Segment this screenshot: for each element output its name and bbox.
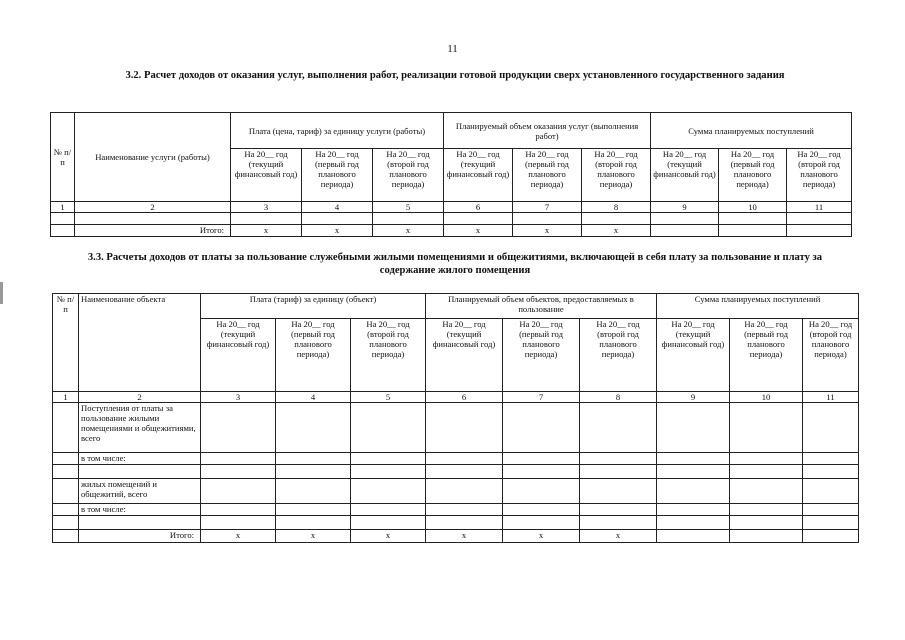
table-cell — [503, 479, 580, 504]
column-number: 6 — [426, 392, 503, 403]
table-cell — [426, 465, 503, 479]
year-header: На 20__ год (первый год планового периода) — [719, 149, 787, 202]
column-number: 11 — [787, 202, 852, 213]
table-cell — [719, 225, 787, 237]
column-number: 3 — [201, 392, 276, 403]
table-cell — [657, 453, 730, 465]
group-price-header: Плата (тариф) за единицу (объект) — [201, 294, 426, 319]
year-header: На 20__ год (текущий финансовый год) — [231, 149, 302, 202]
group-sum-header: Сумма планируемых поступлений — [657, 294, 859, 319]
table-cell — [580, 403, 657, 453]
column-number: 9 — [651, 202, 719, 213]
x-mark: x — [426, 530, 503, 543]
table-cell — [276, 516, 351, 530]
table-cell — [651, 225, 719, 237]
table-cell — [730, 465, 803, 479]
table-cell — [580, 479, 657, 504]
year-header: На 20__ год (первый год планового периода) — [513, 149, 582, 202]
table-cell — [276, 403, 351, 453]
table-cell — [426, 403, 503, 453]
year-header: На 20__ год (текущий финансовый год) — [657, 319, 730, 392]
column-numbers-row — [51, 202, 852, 213]
table-cell — [426, 453, 503, 465]
table-cell — [730, 403, 803, 453]
row-label: в том числе: — [79, 453, 201, 465]
column-number: 3 — [231, 202, 302, 213]
column-number: 1 — [51, 202, 75, 213]
column-number: 4 — [302, 202, 373, 213]
col-service-name-header: Наименование услуги (работы) — [75, 113, 231, 202]
x-mark: x — [582, 225, 651, 237]
group-sum-header: Сумма планируемых поступлений — [651, 113, 852, 149]
table-cell — [580, 504, 657, 516]
table-cell — [53, 403, 79, 453]
section-3-2-heading: 3.2. Расчет доходов от оказания услуг, выполнения работ, реализации готовой продукции сверх установленного государственного задания — [125, 70, 785, 81]
table-cell — [803, 504, 859, 516]
table-cell — [276, 479, 351, 504]
row-label — [79, 465, 201, 479]
table-cell — [582, 213, 651, 225]
group-volume-header: Планируемый объем объектов, предоставляемых в пользование — [426, 294, 657, 319]
total-label: Итого: — [75, 225, 231, 237]
column-number: 6 — [444, 202, 513, 213]
table-cell — [444, 213, 513, 225]
row-label: Поступления от платы за пользование жилыми помещениями и общежитиями, всего — [79, 403, 201, 453]
table-cell — [730, 453, 803, 465]
x-mark: x — [580, 530, 657, 543]
x-mark: x — [513, 225, 582, 237]
col-num-header: № п/п — [51, 113, 75, 202]
year-header: На 20__ год (первый год планового периода) — [730, 319, 803, 392]
year-header: На 20__ год (первый год планового периода) — [503, 319, 580, 392]
total-label: Итого: — [79, 530, 201, 543]
table-row — [53, 453, 859, 465]
group-price-header: Плата (цена, тариф) за единицу услуги (работы) — [231, 113, 444, 149]
column-number: 4 — [276, 392, 351, 403]
row-label — [79, 516, 201, 530]
table-cell — [302, 213, 373, 225]
x-mark: x — [276, 530, 351, 543]
margin-mark — [0, 282, 3, 304]
year-header: На 20__ год (текущий финансовый год) — [426, 319, 503, 392]
table-cell — [351, 479, 426, 504]
year-header: На 20__ год (текущий финансовый год) — [651, 149, 719, 202]
table-cell — [657, 504, 730, 516]
table-cell — [53, 530, 79, 543]
table-cell — [580, 516, 657, 530]
column-number: 5 — [373, 202, 444, 213]
col-object-name-header: Наименование объекта — [79, 294, 201, 392]
table-cell — [276, 465, 351, 479]
x-mark: x — [373, 225, 444, 237]
year-header: На 20__ год (текущий финансовый год) — [444, 149, 513, 202]
year-header: На 20__ год (второй год планового периода) — [582, 149, 651, 202]
column-numbers-row — [53, 392, 859, 403]
table-cell — [351, 453, 426, 465]
table-cell — [201, 453, 276, 465]
table-cell — [803, 403, 859, 453]
table-cell — [231, 213, 302, 225]
table-row — [51, 213, 852, 225]
year-header: На 20__ год (второй год планового периода) — [580, 319, 657, 392]
table-cell — [651, 213, 719, 225]
table-cell — [730, 504, 803, 516]
table-cell — [373, 213, 444, 225]
column-number: 7 — [503, 392, 580, 403]
table-cell — [53, 516, 79, 530]
table-cell — [503, 516, 580, 530]
table-cell — [201, 516, 276, 530]
table-cell — [719, 213, 787, 225]
column-number: 2 — [75, 202, 231, 213]
table-cell — [503, 504, 580, 516]
x-mark: x — [231, 225, 302, 237]
table-cell — [351, 465, 426, 479]
year-header: На 20__ год (текущий финансовый год) — [201, 319, 276, 392]
year-header: На 20__ год (первый год планового периода) — [302, 149, 373, 202]
column-number: 11 — [803, 392, 859, 403]
table-cell — [513, 213, 582, 225]
table-cell — [657, 465, 730, 479]
total-row — [51, 225, 852, 237]
row-label: в том числе: — [79, 504, 201, 516]
table-cell — [503, 403, 580, 453]
year-header: На 20__ год (второй год планового периода) — [803, 319, 859, 392]
table-cell — [657, 479, 730, 504]
col-num-header: № п/п — [53, 294, 79, 392]
year-header: На 20__ год (второй год планового периода) — [351, 319, 426, 392]
table-cell — [51, 213, 75, 225]
column-number: 8 — [582, 202, 651, 213]
table-cell — [53, 504, 79, 516]
column-number: 10 — [730, 392, 803, 403]
table-cell — [201, 403, 276, 453]
housing-income-table — [52, 293, 859, 543]
table-cell — [730, 479, 803, 504]
table-cell — [351, 403, 426, 453]
total-row — [53, 530, 859, 543]
table-row — [53, 504, 859, 516]
income-services-table — [50, 112, 852, 237]
year-header: На 20__ год (второй год планового периода) — [787, 149, 852, 202]
table-cell — [426, 504, 503, 516]
table-row — [53, 479, 859, 504]
table-cell — [276, 504, 351, 516]
table-cell — [503, 465, 580, 479]
column-number: 5 — [351, 392, 426, 403]
table-row — [53, 465, 859, 479]
column-number: 8 — [580, 392, 657, 403]
table-row — [53, 516, 859, 530]
page-number: 11 — [447, 43, 458, 55]
x-mark: x — [201, 530, 276, 543]
table-cell — [787, 213, 852, 225]
table-cell — [53, 479, 79, 504]
section-3-3-heading: 3.3. Расчеты доходов от платы за пользование служебными жилыми помещениями и общежитиями, включающей в себя плату за пользование и плату за содержание жилого помещения — [87, 252, 823, 276]
x-mark: x — [444, 225, 513, 237]
table-cell — [803, 530, 859, 543]
column-number: 7 — [513, 202, 582, 213]
row-label: жилых помещений и общежитий, всего — [79, 479, 201, 504]
table-cell — [201, 504, 276, 516]
table-cell — [657, 403, 730, 453]
x-mark: x — [351, 530, 426, 543]
table-cell — [803, 516, 859, 530]
table-cell — [276, 453, 351, 465]
table-cell — [351, 504, 426, 516]
table-cell — [351, 516, 426, 530]
table-cell — [75, 213, 231, 225]
table-cell — [426, 479, 503, 504]
year-header: На 20__ год (второй год планового периода) — [373, 149, 444, 202]
table-cell — [803, 479, 859, 504]
table-cell — [51, 225, 75, 237]
table-cell — [730, 516, 803, 530]
column-number: 2 — [79, 392, 201, 403]
x-mark: x — [503, 530, 580, 543]
table-cell — [803, 465, 859, 479]
table-cell — [426, 516, 503, 530]
year-header: На 20__ год (первый год планового периода) — [276, 319, 351, 392]
column-number: 10 — [719, 202, 787, 213]
table-row — [53, 403, 859, 453]
table-cell — [503, 453, 580, 465]
column-number: 1 — [53, 392, 79, 403]
group-volume-header: Планируемый объем оказания услуг (выполнения работ) — [444, 113, 651, 149]
x-mark: x — [302, 225, 373, 237]
table-cell — [580, 453, 657, 465]
table-cell — [730, 530, 803, 543]
table-cell — [580, 465, 657, 479]
table-cell — [201, 465, 276, 479]
table-cell — [657, 530, 730, 543]
table-cell — [803, 453, 859, 465]
table-cell — [201, 479, 276, 504]
table-cell — [787, 225, 852, 237]
table-cell — [53, 465, 79, 479]
table-cell — [53, 453, 79, 465]
table-cell — [657, 516, 730, 530]
column-number: 9 — [657, 392, 730, 403]
